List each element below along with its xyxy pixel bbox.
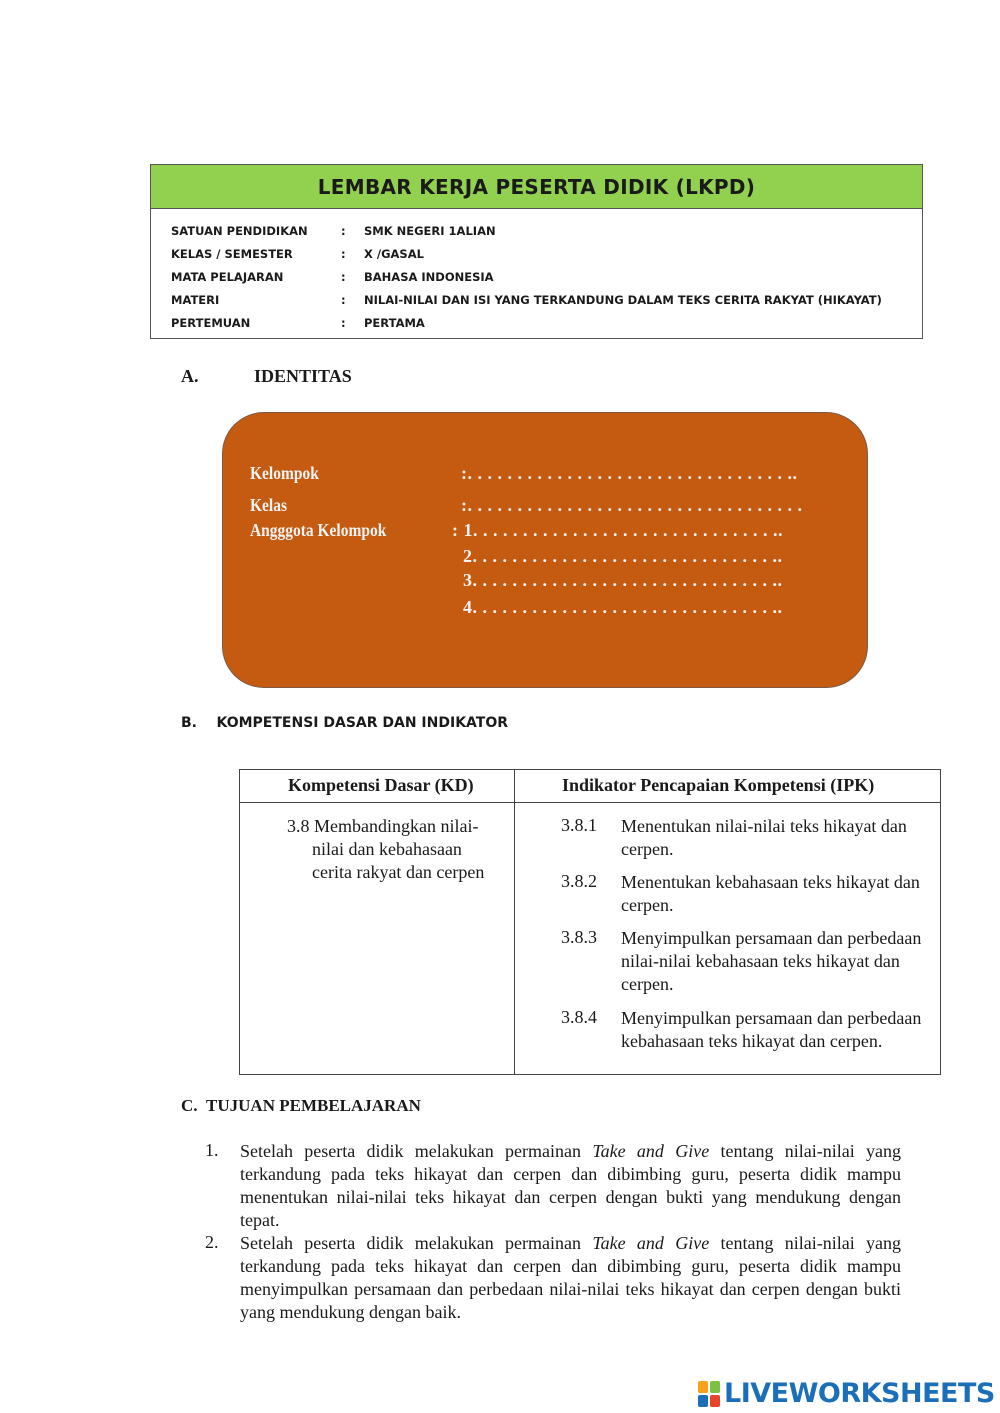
anggota-label: Angggota Kelompok [250, 520, 387, 540]
anggota-field-3[interactable]: 3. . . . . . . . . . . . . . . . . . . . . . . . . . . . . . .. [463, 570, 783, 590]
ipk-number: 3.8.3 [561, 927, 597, 947]
meta-label: PERTEMUAN [171, 316, 251, 330]
meta-colon: : [341, 316, 346, 330]
meta-row-mapel [171, 270, 494, 284]
meta-colon: : [341, 270, 346, 284]
anggota-field-4[interactable]: 4. . . . . . . . . . . . . . . . . . . . . . . . . . . . . . .. [463, 597, 783, 617]
ipk-text: Menyimpulkan persamaan dan perbedaan kebahasaan teks hikayat dan cerpen. [621, 1008, 922, 1051]
kd-ipk-table [239, 769, 941, 1075]
logo-square [710, 1395, 720, 1407]
kd-line: cerita rakyat dan cerpen [312, 862, 485, 882]
ipk-text: Menyimpulkan persamaan dan perbedaan nilai-nilai kebahasaan teks hikayat dan cerpen. [621, 928, 922, 994]
goal-number: 1. [205, 1140, 219, 1160]
section-b-title: B. KOMPETENSI DASAR DAN INDIKATOR [181, 715, 509, 731]
liveworksheets-logo [698, 1378, 995, 1409]
kelompok-label: Kelompok [250, 463, 319, 483]
goal-text-part: Setelah peserta didik melakukan permainan [240, 1233, 593, 1253]
kelas-label: Kelas [250, 495, 287, 515]
ipk-number: 3.8.1 [561, 815, 597, 835]
ipk-number: 3.8.4 [561, 1007, 597, 1027]
logo-square [698, 1395, 708, 1407]
goal-text-part: tentang nilai-nilai yang terkandung pada teks hikayat dan cerpen dan dibimbing guru, peserta didik mampu menyimpulkan persamaan dan perbedaan nilai-nilai teks hikayat dan cerpen dengan bukti yang mendukung dengan baik. [240, 1233, 901, 1322]
meta-row-pertemuan [171, 316, 425, 330]
goal-text-part: Setelah peserta didik melakukan permainan [240, 1141, 593, 1161]
ipk-number: 3.8.2 [561, 871, 597, 891]
meta-row-kelas [171, 247, 424, 261]
meta-label: SATUAN PENDIDIKAN [171, 224, 308, 238]
section-c-title: C. TUJUAN PEMBELAJARAN [181, 1096, 421, 1115]
ipk-text: Menentukan nilai-nilai teks hikayat dan cerpen. [621, 816, 907, 859]
meta-value: PERTAMA [364, 316, 425, 330]
meta-row-satuan [171, 224, 496, 238]
meta-value: NILAI-NILAI DAN ISI YANG TERKANDUNG DALAM TEKS CERITA RAKYAT (HIKAYAT) [364, 293, 882, 307]
kelas-field[interactable]: :. . . . . . . . . . . . . . . . . . . . . . . . . . . . . . . . . . [461, 495, 803, 515]
table-divider [240, 802, 940, 803]
logo-square [698, 1381, 708, 1393]
ipk-text: Menentukan kebahasaan teks hikayat dan cerpen. [621, 872, 920, 915]
goal-text [240, 1232, 901, 1324]
meta-colon: : [341, 224, 346, 238]
meta-row-materi [171, 293, 882, 307]
anggota-field-1[interactable]: : 1. . . . . . . . . . . . . . . . . . . . . . . . . . . . . . .. [452, 520, 783, 540]
goal-text-emphasis: Take and Give [592, 1233, 710, 1253]
section-a-letter: A. [181, 366, 199, 386]
liveworksheets-wordmark: LIVEWORKSHEETS [724, 1378, 995, 1409]
meta-value: SMK NEGERI 1ALIAN [364, 224, 496, 238]
meta-label: MATA PELAJARAN [171, 270, 284, 284]
lkpd-title: LEMBAR KERJA PESERTA DIDIK (LKPD) [151, 165, 922, 209]
lkpd-header-box [150, 164, 923, 339]
table-divider [514, 770, 515, 1074]
kelompok-field[interactable]: :. . . . . . . . . . . . . . . . . . . . . . . . . . . . . . . . .. [461, 463, 798, 483]
meta-label: KELAS / SEMESTER [171, 247, 293, 261]
goal-text-emphasis: Take and Give [592, 1141, 710, 1161]
goal-text [240, 1140, 901, 1232]
kd-line: 3.8 Membandingkan nilai- [287, 816, 479, 836]
goal-text-part: tentang nilai-nilai yang terkandung pada teks hikayat dan cerpen dan dibimbing guru, peserta didik mampu menentukan nilai-nilai teks hikayat dan cerpen dengan bukti yang mendukung dengan tepat. [240, 1141, 901, 1230]
meta-value: X /GASAL [364, 247, 424, 261]
identity-box [222, 412, 868, 688]
logo-square [710, 1381, 720, 1393]
table-header-ipk: Indikator Pencapaian Kompetensi (IPK) [562, 775, 875, 795]
meta-value: BAHASA INDONESIA [364, 270, 494, 284]
table-header-kd: Kompetensi Dasar (KD) [288, 775, 474, 795]
meta-label: MATERI [171, 293, 220, 307]
kd-line: nilai dan kebahasaan [312, 839, 462, 859]
anggota-field-2[interactable]: 2. . . . . . . . . . . . . . . . . . . . . . . . . . . . . . .. [463, 546, 783, 566]
liveworksheets-icon [698, 1381, 720, 1407]
section-a-title: IDENTITAS [254, 366, 352, 386]
meta-colon: : [341, 293, 346, 307]
meta-colon: : [341, 247, 346, 261]
goal-number: 2. [205, 1232, 219, 1252]
